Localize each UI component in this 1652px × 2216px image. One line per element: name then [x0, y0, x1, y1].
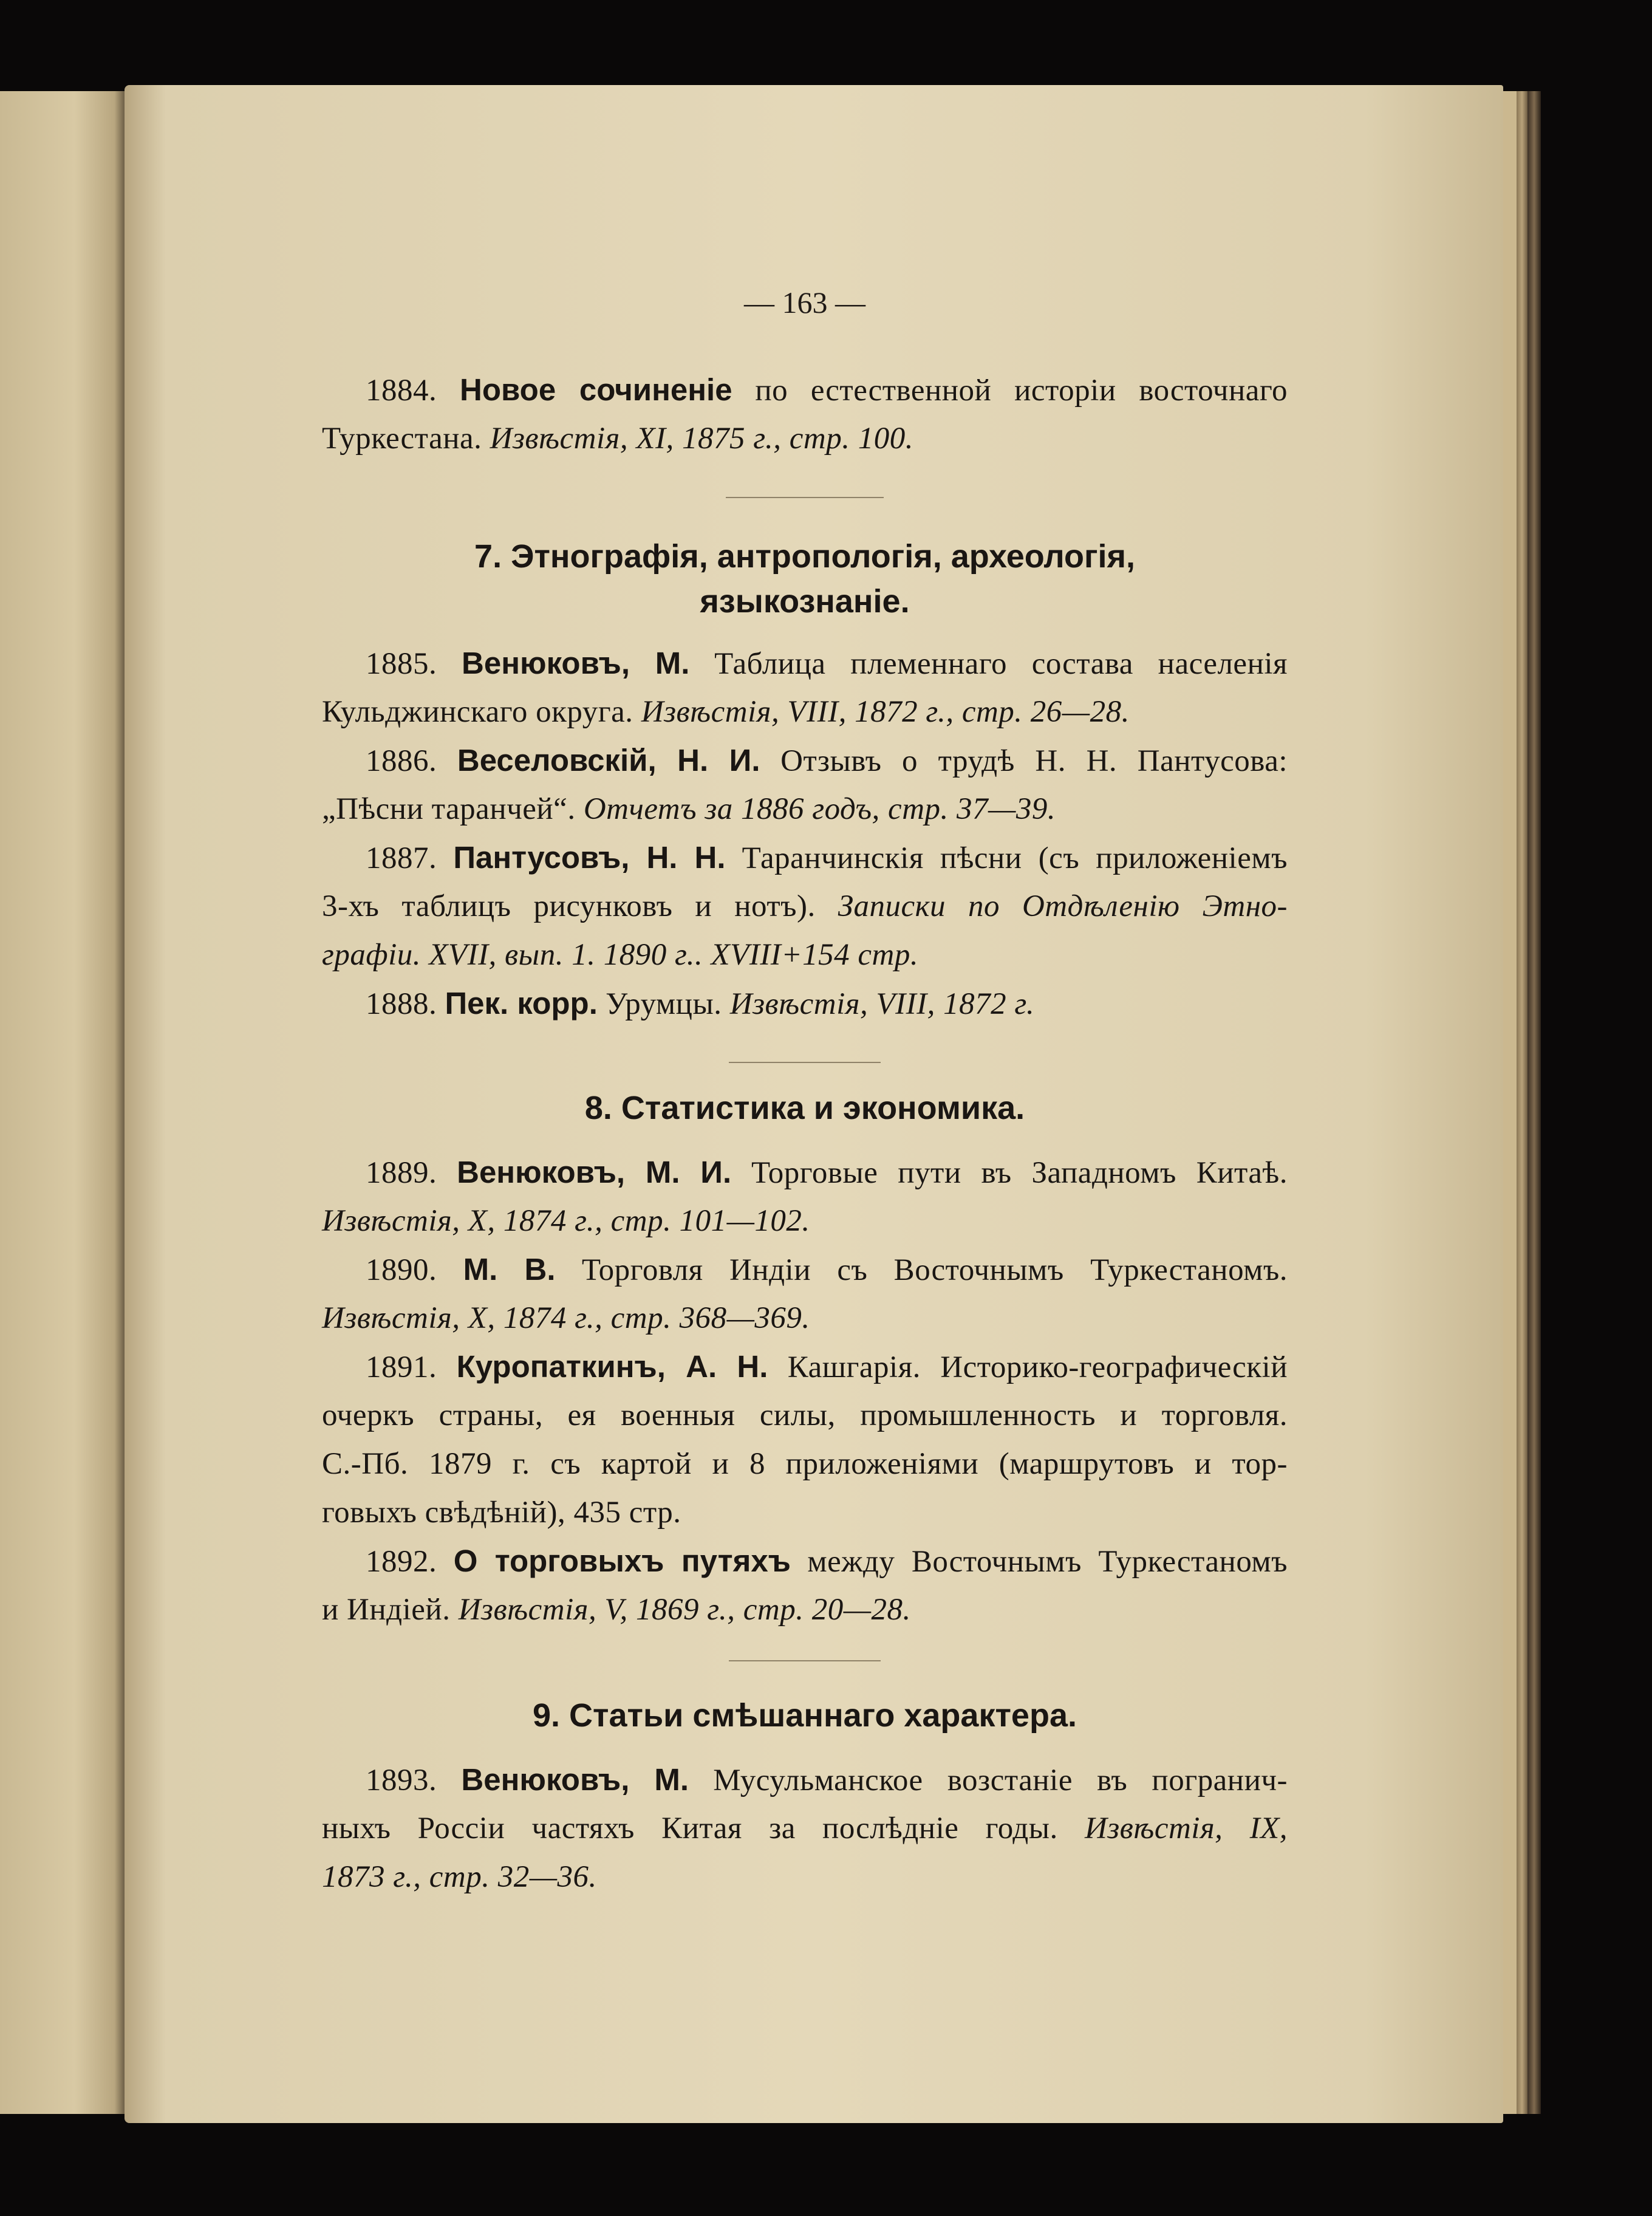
- entry-source: Записки по Отдѣленію Этно-: [838, 889, 1288, 923]
- section-7-heading-line-2: языкознаніе.: [700, 583, 910, 620]
- entry-text: Кульджинскаго округа.: [322, 695, 641, 729]
- left-page-edge: [0, 91, 125, 2114]
- entry-text: Таблица племеннаго состава населенія: [689, 647, 1288, 681]
- entry-source: Извѣстія, IX,: [1084, 1811, 1288, 1845]
- entry-title: М. В.: [463, 1252, 556, 1287]
- entry-1887-line-1: [322, 840, 1288, 877]
- entry-text: Мусульманское возстаніе въ погранич-: [689, 1763, 1288, 1797]
- entry-number: 1889.: [366, 1156, 437, 1190]
- entry-source: Отчетъ за 1886 годъ, стр. 37—39.: [583, 792, 1056, 826]
- entry-1889-line-1: [322, 1154, 1288, 1191]
- entry-1890-line-2: [322, 1300, 1288, 1336]
- entry-text: „Пѣсни таранчей“.: [322, 792, 584, 826]
- entry-title: Веселовскій, Н. И.: [457, 743, 760, 778]
- entry-1888-line-1: [322, 985, 1288, 1022]
- entry-number: 1884.: [366, 374, 437, 408]
- entry-1893-line-1: [322, 1762, 1288, 1799]
- section-9-heading: 9. Статьи смѣшаннаго характера.: [533, 1697, 1077, 1734]
- entry-1885-line-2: [322, 694, 1288, 730]
- entry-1891-line-3: С.-Пб. 1879 г. съ картой и 8 приложеніями (маршрутовъ и тор-: [322, 1447, 1288, 1481]
- entry-1885-line-1: [322, 645, 1288, 682]
- entry-1884-line-2: [322, 420, 1288, 457]
- entry-1884-line-1: [322, 372, 1288, 409]
- entry-title: Куропаткинъ, А. Н.: [456, 1349, 768, 1384]
- entry-title: Венюковъ, М.: [461, 1762, 689, 1797]
- entry-title: Венюковъ, М.: [462, 646, 690, 680]
- page-edge: [1517, 91, 1527, 2114]
- page-edge: [1503, 91, 1517, 2114]
- entry-source: 1873 г., стр. 32—36.: [322, 1860, 597, 1894]
- entry-number: 1892.: [366, 1545, 437, 1579]
- entry-number: 1888.: [366, 987, 437, 1021]
- entry-source: Извѣстія, X, 1874 г., стр. 101—102.: [322, 1204, 810, 1238]
- entry-text: 3-хъ таблицъ рисунковъ и нотъ).: [322, 889, 838, 923]
- entry-source: Извѣстія, VIII, 1872 г., стр. 26—28.: [641, 695, 1130, 729]
- entry-1893-line-3: [322, 1859, 1288, 1895]
- entry-number: 1891.: [366, 1350, 437, 1384]
- entry-number: 1887.: [366, 841, 437, 875]
- entry-source: графіи. XVII, вып. 1. 1890 г.. XVIII+154 стр.: [322, 938, 919, 972]
- entry-1890-line-1: [322, 1251, 1288, 1288]
- entry-text: Кашгарія. Историко-географическій: [768, 1350, 1288, 1384]
- entry-text: между Восточнымъ Туркестаномъ: [790, 1545, 1288, 1579]
- entry-text: Урумцы.: [597, 987, 730, 1021]
- entry-text: Торговля Индіи съ Восточнымъ Туркестаномъ.: [555, 1253, 1288, 1287]
- entry-1893-line-2: [322, 1810, 1288, 1847]
- entry-title: Пантусовъ, Н. Н.: [453, 840, 726, 875]
- entry-1887-line-2: [322, 888, 1288, 925]
- entry-1891-line-1: [322, 1349, 1288, 1386]
- entry-title: Новое сочиненіе: [460, 372, 732, 407]
- entry-1891-line-4: говыхъ свѣдѣній), 435 стр.: [322, 1496, 681, 1530]
- section-8-heading: 8. Статистика и экономика.: [584, 1090, 1025, 1126]
- entry-number: 1890.: [366, 1253, 437, 1287]
- entry-source: Извѣстія, X, 1874 г., стр. 368—369.: [322, 1301, 810, 1335]
- page-number: — 163 —: [744, 286, 865, 320]
- entry-text: и Индіей.: [322, 1593, 459, 1627]
- entry-source: Извѣстія, VIII, 1872 г.: [729, 987, 1035, 1021]
- section-divider: [729, 1660, 881, 1661]
- section-divider: [729, 1062, 881, 1063]
- entry-1891-line-2: очеркъ страны, ея военныя силы, промышленность и торговля.: [322, 1398, 1288, 1432]
- entry-text: Туркестана.: [322, 422, 490, 456]
- entry-text: Отзывъ о трудѣ Н. Н. Пантусова:: [760, 744, 1288, 778]
- entry-source: Извѣстія, XI, 1875 г., стр. 100.: [490, 422, 913, 456]
- entry-number: 1893.: [366, 1763, 437, 1797]
- entry-title: Пек. корр.: [445, 986, 598, 1021]
- page-edge: [1527, 91, 1541, 2114]
- entry-1892-line-1: [322, 1543, 1288, 1580]
- entry-1889-line-2: [322, 1203, 1288, 1239]
- entry-source: Извѣстія, V, 1869 г., стр. 20—28.: [458, 1593, 911, 1627]
- section-7-heading-line-1: 7. Этнографія, антропологія, археологія,: [474, 538, 1135, 575]
- entry-title: Венюковъ, М. И.: [457, 1155, 732, 1189]
- section-divider: [726, 497, 884, 498]
- entry-text: по естественной исторіи восточнаго: [732, 374, 1288, 408]
- entry-1892-line-2: [322, 1592, 1288, 1628]
- entry-1886-line-1: [322, 742, 1288, 779]
- entry-text: Таранчинскія пѣсни (съ приложеніемъ: [725, 841, 1288, 875]
- entry-text: ныхъ Россіи частяхъ Китая за послѣдніе годы.: [322, 1811, 1085, 1845]
- entry-1887-line-3: [322, 937, 1288, 973]
- entry-title: О торговыхъ путяхъ: [453, 1544, 791, 1578]
- entry-1886-line-2: [322, 791, 1288, 827]
- entry-number: 1885.: [366, 647, 437, 681]
- entry-number: 1886.: [366, 744, 437, 778]
- entry-text: Торговые пути въ Западномъ Китаѣ.: [731, 1156, 1288, 1190]
